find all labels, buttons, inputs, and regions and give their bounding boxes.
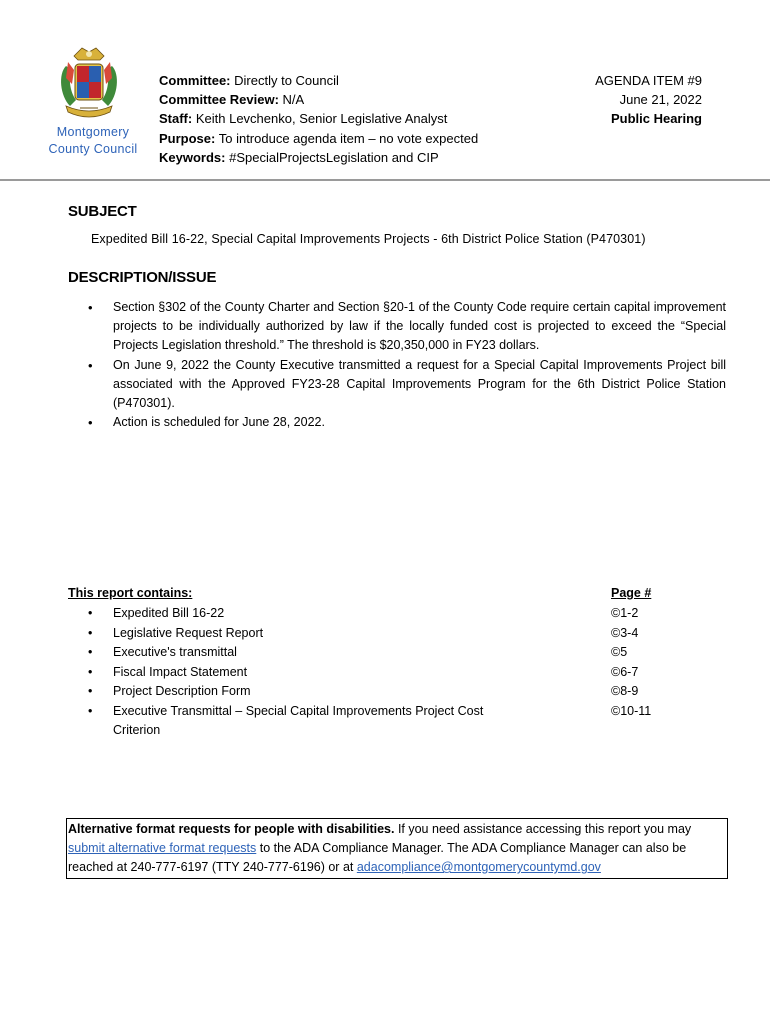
committee-row: [159, 71, 478, 90]
agenda-info: [595, 71, 702, 129]
description-bullet: • On June 9, 2022 the County Executive transmitted a request for a Special Capital Improvements Project bill associated with the Approved FY23-28 Capital Improvements Program for the 6th District Police Station (P470301).: [88, 356, 726, 414]
ada-notice-title: Alternative format requests for people with disabilities.: [68, 822, 395, 836]
keywords-value: #SpecialProjectsLegislation and CIP: [229, 149, 439, 165]
committee-label: Committee:: [159, 73, 231, 88]
review-row: [159, 90, 478, 109]
header-divider: [0, 179, 770, 181]
page-ref: ©5: [611, 645, 628, 659]
staff-label: Staff:: [159, 111, 193, 127]
ada-text-1: If you need assistance accessing this report you may: [394, 822, 692, 836]
staff-row: [159, 109, 478, 128]
ada-notice-box: [66, 818, 728, 879]
report-item: • Project Description Form: [88, 682, 508, 702]
review-value: N/A: [282, 92, 305, 108]
memo-metadata: [159, 71, 478, 167]
report-contents-heading: This report contains:: [68, 586, 193, 600]
keywords-row: [159, 148, 478, 167]
org-line-1: Montgomery: [56, 125, 130, 139]
page-ref: ©8-9: [611, 684, 639, 698]
page-number-list: [611, 604, 651, 721]
report-item: • Fiscal Impact Statement: [88, 663, 508, 683]
description-bullet: • Section §302 of the County Charter and Section §20-1 of the County Code require certain capital improvement projects to be individually authorized by law if the locally funded cost is projected to exceed the “Special Projects Legislation threshold.” The threshold is $20,350,000 in FY23 dollars.: [88, 298, 726, 356]
purpose-value: To introduce agenda item – no vote expected: [218, 130, 479, 146]
org-line-2: County Council: [48, 142, 138, 156]
page-ref: ©1-2: [611, 606, 639, 620]
agenda-date: June 21, 2022: [619, 92, 702, 108]
report-item: • Expedited Bill 16-22: [88, 604, 508, 624]
description-bullet: • Action is scheduled for June 28, 2022.: [88, 413, 726, 432]
page-ref: ©10-11: [611, 703, 652, 718]
organization-name: [40, 124, 146, 158]
purpose-label: Purpose:: [159, 130, 216, 146]
description-list: [88, 298, 726, 432]
county-seal-icon: [56, 44, 122, 128]
purpose-row: [159, 129, 478, 148]
report-item: • Legislative Request Report: [88, 624, 508, 644]
description-heading: DESCRIPTION/ISSUE: [68, 269, 217, 286]
subject-text: Expedited Bill 16-22, Special Capital Improvements Projects - 6th District Police Station (P470301): [91, 232, 646, 246]
report-item: • Executive Transmittal – Special Capital Improvements Project Cost Criterion: [88, 702, 508, 741]
page-ref: ©6-7: [611, 664, 639, 679]
alternative-format-link[interactable]: submit alternative format requests: [68, 841, 257, 855]
report-contents-list: [88, 604, 508, 741]
page-ref: ©3-4: [611, 625, 639, 640]
ada-email-link[interactable]: adacompliance@montgomerycountymd.gov: [356, 860, 601, 874]
ada-text-2: to the ADA Compliance Manager. The ADA Compliance Manager can also be reached at 240-777-6197 (TTY 240-777-6196) or at: [68, 841, 687, 874]
staff-value: Keith Levchenko, Senior Legislative Analyst: [195, 111, 448, 127]
report-item: • Executive's transmittal: [88, 643, 508, 663]
page-number-heading: Page #: [611, 586, 652, 600]
subject-heading: SUBJECT: [68, 203, 137, 220]
hearing-type: Public Hearing: [610, 111, 702, 127]
review-label: Committee Review:: [159, 92, 279, 108]
keywords-label: Keywords:: [159, 149, 226, 165]
agenda-item-number: AGENDA ITEM #9: [595, 73, 702, 88]
committee-value: Directly to Council: [234, 73, 339, 88]
